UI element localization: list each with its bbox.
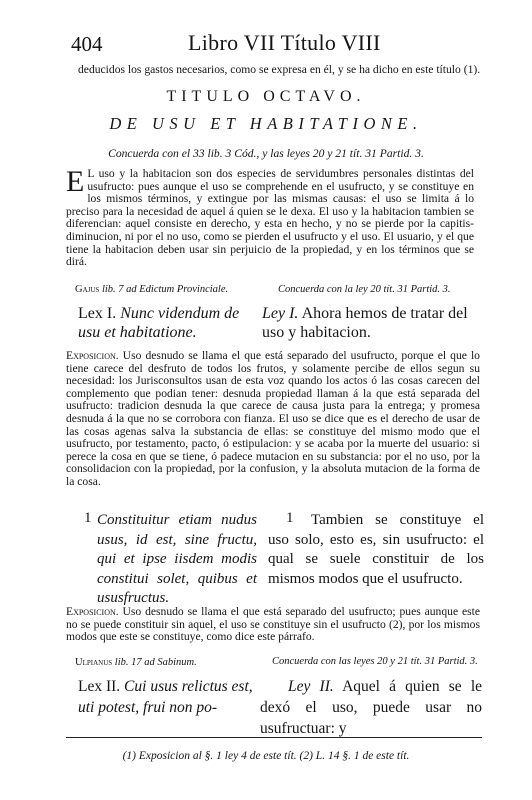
law2-latin-text: Cui usus relictus est, uti potest, frui non po- (78, 678, 253, 716)
law1-spanish-label: Ley I. (262, 305, 299, 322)
law1-source-citation (75, 284, 228, 295)
exposicion-2 (66, 606, 480, 644)
intro-text: L uso y la habitacion son dos especies de servidumbres personales distintas del usufructo: pues aunque el uso se comprehende en el usufructo, y se constituye en los mismos términos, y extingue por las mismas causas: el uso se limita á lo preciso para la necesidad de aquel á quien se le dexa. El uso y la habitacion tambien se diferencian: aquel consiste en derecho, y esta en hecho, y no se pierde por la capitis-diminucion, ni por el no uso, como se pierden el usufructo y el uso. El usuario, y el que tiene la habitacion deben usar sin perjuicio de la propiedad, y en los términos que se dirá. (66, 167, 474, 269)
law2-latin (78, 676, 256, 718)
footnote-divider (66, 737, 482, 738)
law1-source: lib. 7 ad Edictum Provinciale. (101, 284, 229, 295)
law1-latin-text: Nunc videndum de usu et habitatione. (78, 305, 240, 341)
intro-paragraph (66, 165, 474, 269)
continuation-line: deducidos los gastos necesarios, como se expresa en él, y se ha dicho en este título (1). (78, 63, 481, 76)
law2-source: lib. 17 ad Sabinum. (114, 657, 197, 668)
title-heading: TITULO OCTAVO. (166, 88, 366, 105)
title-concordance: Concuerda con el 33 lib. 3 Cód., y las leyes 20 y 21 tít. 31 Partid. 3. (108, 147, 424, 160)
footnotes: (1) Exposicion al §. 1 ley 4 de este tít. (2) L. 14 §. 1 de este tít. (122, 750, 410, 762)
running-title: Libro VII Título VIII (188, 30, 381, 55)
law1-latin (78, 304, 256, 342)
law1-concordance: Concuerda con la ley 20 tít. 31 Partid. 3. (278, 284, 451, 295)
law2-source-citation (75, 657, 197, 668)
section1-number-right: 1 (286, 510, 294, 526)
law2-concordance: Concuerda con las leyes 20 y 21 tít. 31 Partid. 3. (272, 656, 478, 667)
section1-number-left: 1 (84, 510, 92, 526)
law2-author: Ulpianus (75, 657, 113, 668)
page-number: 404 (71, 32, 103, 56)
law1-latin-label: Lex I. (78, 305, 117, 322)
section1-latin: Constituitur etiam nudus usus, id est, sine fructu, qui et ipse iisdem modis constitui solet, quibus et ususfructus. (97, 512, 257, 606)
law1-spanish (262, 304, 480, 342)
exposicion-2-label: Exposicion. (66, 605, 119, 618)
drop-cap: E (66, 165, 85, 198)
law2-spanish-label: Ley II. (288, 678, 334, 695)
law2-latin-label: Lex II. (78, 678, 121, 695)
law2-spanish (260, 676, 482, 739)
exposicion-1-text: Uso desnudo se llama el que está separado del usufructo, porque el que lo tiene carece del desfruto de todos los frutos, y solamente percibe de ellos segun su necesidad: los Jurisconsultos usan de esta voz quando los actos ó las cosas carecen del complemento que podian tener: desnuda propiedad llaman á la que está separada del usufructo: tradicion desnuda la que carece de causa justa para la entrega; y promesa desnuda á la que no se corrobora con fianza. El uso se dice que es el derecho de usar de las cosas agenas salva la substancia de ellas: se constituye del mismo modo que el usufructo, por testamento, pacto, ó estipulacion: y se acaba por la muerte del usuario: si perece la cosa en que se tiene, ó padece mutacion en su substancia: por el no uso, por la consolidacion con la propiedad, por la confusion, y la absoluta mutacion de la forma de la cosa. (66, 349, 480, 488)
exposicion-2-text: Uso desnudo se llama el que está separado del usufructo; pues aunque este no se puede constituir sin aquel, el uso se constituye sin el usufructo (2), por los mismos modos que este se constituye, como dice este párrafo. (66, 605, 480, 644)
exposicion-1 (66, 350, 480, 489)
section1-spanish: Tambien se constituye el uso solo, esto es, sin usufructo: el qual se suele constituir de los mismos modos que el usufructo. (268, 512, 484, 587)
law2-spanish-text: Aquel á quien se le dexó el uso, puede usar no usufructuar: y (260, 678, 483, 737)
title-latin: DE USU ET HABITATIONE. (109, 114, 423, 133)
law1-spanish-text: Ahora hemos de tratar del uso y habitacion. (262, 305, 468, 341)
exposicion-1-label: Exposicion. (66, 349, 119, 362)
law1-author: Gajus (75, 284, 100, 295)
